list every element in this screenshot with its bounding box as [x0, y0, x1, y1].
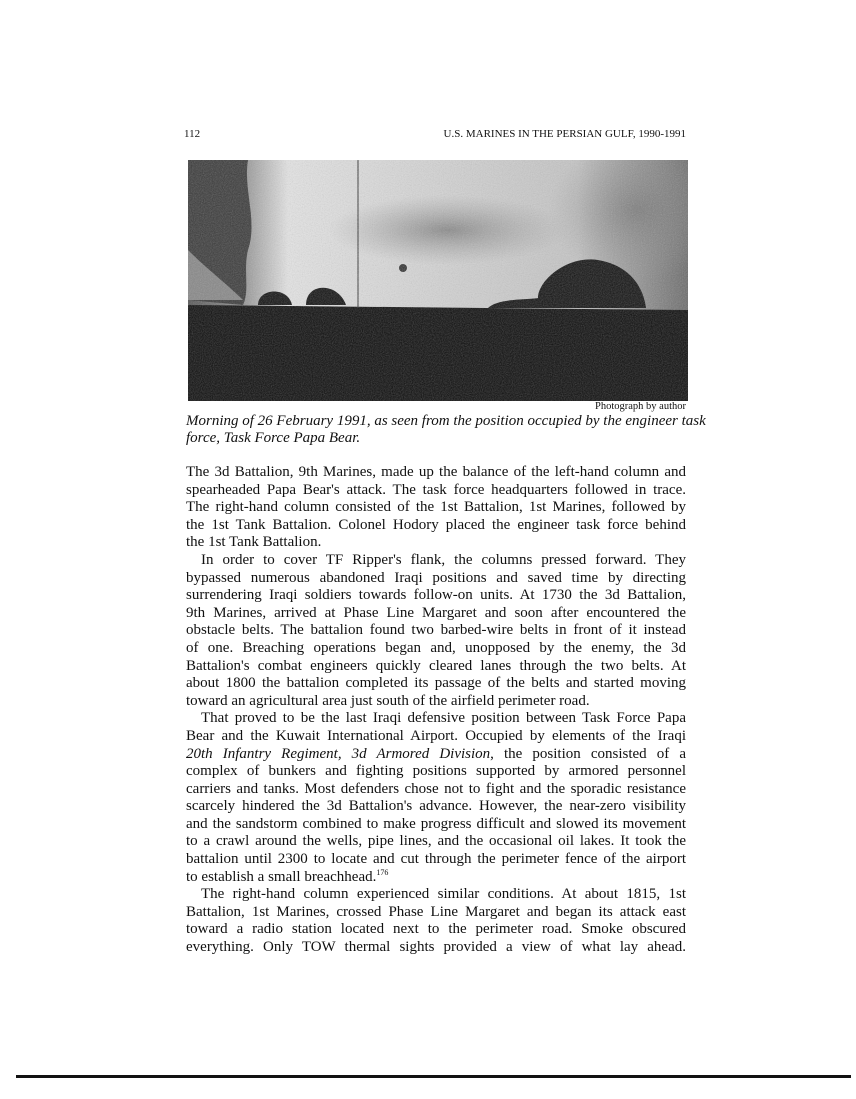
text-segment: , the position consisted of a: [490, 745, 686, 762]
photo-credit: Photograph by author: [595, 401, 686, 412]
text-line: [186, 728, 686, 746]
text-segment: The right-hand column experienced similar conditions. At about 1815, 1st: [201, 886, 686, 903]
text-line: [186, 658, 686, 676]
text-line: [186, 587, 686, 605]
caption-line: force, Task Force Papa Bear.: [186, 430, 361, 446]
text-line: [186, 798, 686, 816]
body-text: [186, 464, 686, 957]
text-segment: and the sandstorm combined to make progress difficult and slowed its movement: [186, 815, 686, 832]
text-segment: Bear and the Kuwait International Airport. Occupied by elements of the Iraqi: [186, 727, 686, 744]
text-line: [186, 622, 686, 640]
text-segment: The right-hand column consisted of the 1st Battalion, 1st Marines, followed by: [186, 499, 686, 516]
text-line: [186, 869, 686, 887]
text-segment: Battalion, 1st Marines, crossed Phase Line Margaret and began its attack east: [186, 903, 686, 920]
text-line: [186, 534, 686, 552]
paragraph: [186, 710, 686, 886]
photograph-battlefield-smoke: [188, 160, 688, 401]
caption-line: Morning of 26 February 1991, as seen from the position occupied by the engineer task: [186, 413, 706, 429]
text-segment: 9th Marines, arrived at Phase Line Margaret and soon after encountered the: [186, 604, 686, 621]
text-segment: That proved to be the last Iraqi defensive position between Task Force Papa: [201, 710, 686, 727]
text-segment: battalion until 2300 to locate and cut through the perimeter fence of the airport: [186, 851, 686, 868]
text-line: [186, 886, 686, 904]
text-segment: Battalion's combat engineers quickly cleared lanes through the two belts. At: [186, 657, 686, 674]
text-segment: In order to cover TF Ripper's flank, the columns pressed forward. They: [201, 551, 686, 568]
text-line: [186, 763, 686, 781]
text-segment: The 3d Battalion, 9th Marines, made up the balance of the left-hand column and: [186, 464, 686, 480]
text-line: [186, 675, 686, 693]
text-line: [186, 710, 686, 728]
text-line: [186, 605, 686, 623]
text-line: [186, 833, 686, 851]
text-segment: to establish a small breachhead.: [186, 868, 377, 885]
text-line: [186, 904, 686, 922]
page-number: 112: [184, 128, 201, 140]
text-line: [186, 851, 686, 869]
figure-caption: [186, 413, 706, 447]
text-line: [186, 464, 686, 482]
text-line: [186, 921, 686, 939]
running-title: U.S. MARINES IN THE PERSIAN GULF, 1990-1991: [443, 128, 686, 140]
text-line: [186, 939, 686, 957]
text-segment: carriers and tanks. Most defenders chose not to fight and the sporadic resistance: [186, 780, 686, 797]
text-line: [186, 816, 686, 834]
text-line: [186, 640, 686, 658]
text-line: [186, 570, 686, 588]
paragraph: [186, 552, 686, 710]
text-line: [186, 499, 686, 517]
running-header: [186, 128, 686, 146]
text-line: [186, 482, 686, 500]
footnote-reference: 176: [376, 867, 389, 877]
paragraph: [186, 464, 686, 552]
bottom-rule: [16, 1075, 851, 1078]
text-segment: obstacle belts. The battalion found two barbed-wire belts in front of it instead: [186, 622, 686, 639]
text-line: [186, 552, 686, 570]
text-segment: the 1st Tank Battalion. Colonel Hodory placed the engineer task force behind: [186, 516, 686, 533]
text-segment: scarcely hindered the 3d Battalion's advance. However, the near-zero visibility: [186, 798, 686, 815]
paragraph: [186, 886, 686, 956]
text-line: [186, 746, 686, 764]
text-segment: about 1800 the battalion completed its passage of the belts and started moving: [186, 675, 686, 692]
text-segment: of one. Breaching operations began and, unopposed by the enemy, the 3d: [186, 639, 686, 656]
text-segment: the 1st Tank Battalion.: [186, 534, 322, 551]
text-segment: complex of bunkers and fighting positions supported by armored personnel: [186, 763, 686, 780]
text-segment: toward an agricultural area just south of the airfield perimeter road.: [186, 692, 590, 709]
text-line: [186, 517, 686, 535]
text-segment: surrendering Iraqi soldiers towards follow-on units. At 1730 the 3d Battalion,: [186, 587, 686, 604]
text-line: [186, 693, 686, 711]
text-segment: toward a radio station located next to the perimeter road. Smoke obscured: [186, 921, 686, 938]
italic-text: 20th Infantry Regiment, 3d Armored Division: [186, 745, 491, 762]
text-segment: bypassed numerous abandoned Iraqi positions and saved time by directing: [186, 569, 686, 586]
text-line: [186, 781, 686, 799]
text-segment: spearheaded Papa Bear's attack. The task force headquarters followed in trace.: [186, 481, 686, 498]
text-segment: to a crawl around the wells, pipe lines, and the occasional oil lakes. It took the: [186, 833, 686, 850]
text-segment: everything. Only TOW thermal sights provided a view of what lay ahead.: [186, 939, 686, 956]
